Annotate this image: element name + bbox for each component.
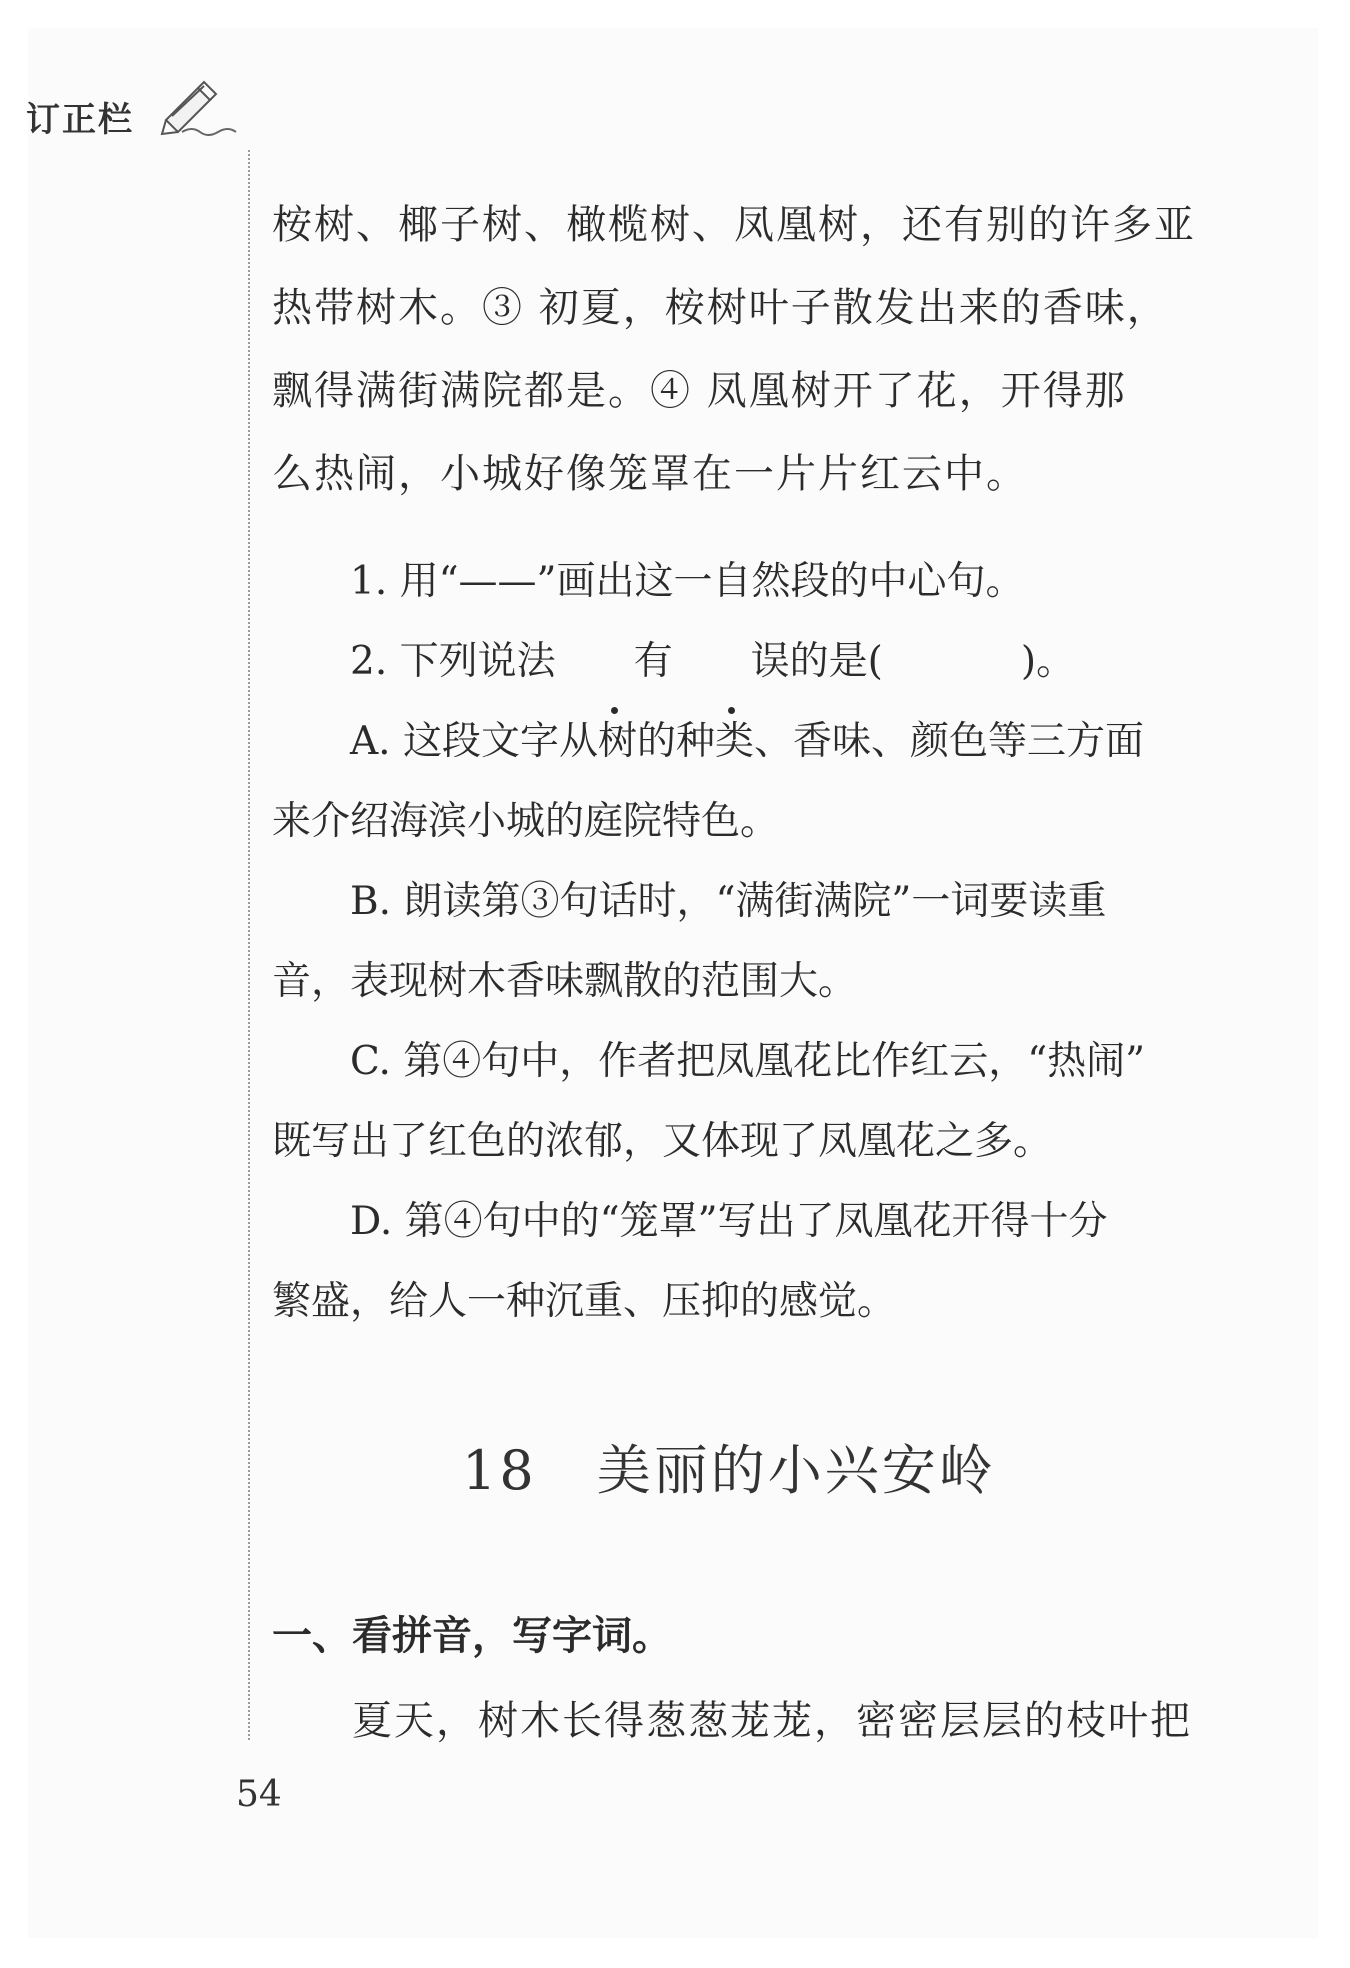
- lesson-title: [462, 1428, 996, 1505]
- pencil-icon: [158, 76, 242, 136]
- option-c-line2: 既写出了红色的浓郁，又体现了凤凰花之多。: [272, 1119, 1053, 1164]
- question-2: [272, 622, 1202, 702]
- passage-line: 热带树木。③ 初夏，桉树叶子散发出来的香味，: [272, 285, 1169, 331]
- option-d-line1: D. 第④句中的“笼罩”写出了凤凰花开得十分: [350, 1199, 1108, 1244]
- passage-line: 么热闹，小城好像笼罩在一片片红云中。: [272, 451, 1028, 497]
- section-passage-line: 夏天，树木长得葱葱茏茏，密密层层的枝叶把: [352, 1698, 1192, 1744]
- questions: [272, 542, 1202, 1342]
- correction-column-label: 订正栏: [26, 100, 134, 140]
- section-heading: 一、看拼音，写字词。: [272, 1613, 672, 1659]
- margin-divider: [248, 150, 250, 1740]
- emphasis-char: 有: [556, 622, 673, 702]
- lesson-name: 美丽的小兴安岭: [596, 1439, 996, 1502]
- page-number: 54: [236, 1774, 282, 1815]
- option-b-line1: B. 朗读第③句话时，“满街满院”一词要读重: [350, 879, 1107, 924]
- reading-passage: [272, 184, 1202, 516]
- passage-line: 飘得满街满院都是。④ 凤凰树开了花，开得那: [272, 368, 1127, 414]
- passage-line: 桉树、椰子树、橄榄树、凤凰树，还有别的许多亚: [272, 202, 1196, 248]
- question-1: 1. 用“——”画出这一自然段的中心句。: [350, 559, 1025, 604]
- option-c-line1: C. 第④句中，作者把凤凰花比作红云，“热闹”: [350, 1039, 1146, 1084]
- question-2-suffix: 的是(: [789, 639, 883, 684]
- question-2-prefix: 2. 下列说法: [350, 639, 556, 684]
- lesson-number: 18: [462, 1439, 537, 1502]
- question-2-close: )。: [1020, 639, 1076, 684]
- section-passage: [272, 1680, 1202, 1763]
- emphasis-char: 误: [673, 622, 790, 702]
- option-d-line2: 繁盛，给人一种沉重、压抑的感觉。: [272, 1279, 897, 1324]
- option-a-line2: 来介绍海滨小城的庭院特色。: [272, 799, 780, 844]
- option-a-line1: A. 这段文字从树的种类、香味、颜色等三方面: [350, 719, 1144, 764]
- option-b-line2: 音，表现树木香味飘散的范围大。: [272, 959, 858, 1004]
